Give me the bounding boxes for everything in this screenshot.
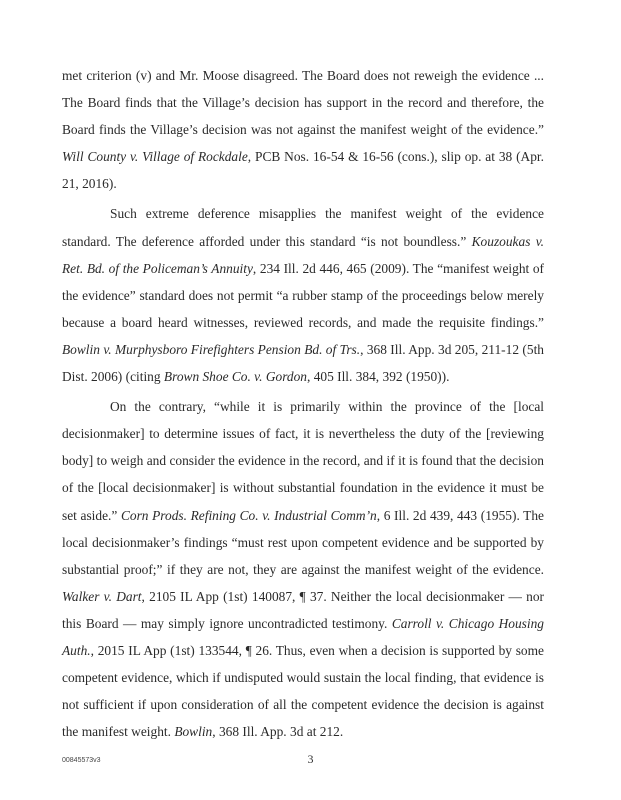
paragraph-1 bbox=[62, 62, 544, 197]
text-run: , 2015 IL App (1st) 133544, ¶ 26. Thus, even when a decision is supported by some competent evidence, which if undisputed would sustain the local finding, that evidence is not sufficient if upon consideration of all the competent evidence the decision is against the manifest weight. bbox=[62, 642, 544, 740]
case-citation: Walker v. Dart bbox=[62, 588, 142, 604]
paragraph-2 bbox=[62, 200, 544, 390]
text-run: , PCB Nos. 16-54 & 16-56 (cons.), slip op. at 38 (Apr. 21, 2016). bbox=[62, 149, 544, 192]
footer-document-id: 00845573v3 bbox=[62, 757, 101, 764]
text-run: , 368 Ill. App. 3d 205, 211-12 (5th Dist. 2006) (citing bbox=[62, 341, 544, 385]
paragraph-3 bbox=[62, 393, 544, 745]
text-run: , 234 Ill. 2d 446, 465 (2009). The “manifest weight of the evidence” standard does not permit “a rubber stamp of the proceedings below merely because a board heard witnesses, reviewed records, and made the requisite findings.” bbox=[62, 260, 545, 330]
case-citation: Carroll v. Chicago Housing Auth. bbox=[62, 615, 544, 658]
text-run: On the contrary, “while it is primarily within the province of the [local decisionmaker] to determine issues of fact, it is nevertheless the duty of the [reviewing body] to weigh and consider the evidence in the record, and if it is found that the decision of the [local decisionmaker] is without substantial foundation in the evidence it must be set aside.” bbox=[62, 399, 544, 523]
text-run: , 6 Ill. 2d 439, 443 (1955). The local decisionmaker’s findings “must rest upon competent evidence and be supported by substantial proof;” if they are not, they are against the manifest weight of the evidence. bbox=[62, 507, 544, 577]
case-citation: Will County v. Village of Rockdale bbox=[62, 149, 248, 165]
text-run: met criterion (v) and Mr. Moose disagreed. The Board does not reweigh the evidence ... The Board finds that the Village’s decision has support in the record and therefore, the Board finds the Village’s decision was not against the manifest weight of the evidence.” bbox=[62, 68, 544, 138]
text-run: , 368 Ill. App. 3d at 212. bbox=[212, 724, 344, 740]
text-run: , 405 Ill. 384, 392 (1950)). bbox=[307, 369, 450, 385]
body-text bbox=[62, 62, 544, 748]
case-citation: Brown Shoe Co. v. Gordon bbox=[163, 369, 307, 385]
text-run: , 2105 IL App (1st) 140087, ¶ 37. Neither the local decisionmaker — nor this Board — may simply ignore uncontradicted testimony. bbox=[62, 588, 545, 631]
case-citation: Bowlin v. Murphysboro Firefighters Pension Bd. of Trs. bbox=[62, 341, 361, 357]
case-citation: Corn Prods. Refining Co. v. Industrial Comm’n bbox=[120, 507, 377, 523]
case-citation: Kouzoukas v. Ret. Bd. of the Policeman’s Annuity bbox=[62, 233, 545, 276]
case-citation: Bowlin bbox=[174, 724, 213, 740]
text-run: Such extreme deference misapplies the manifest weight of the evidence standard. The deference afforded under this standard “is not boundless.” bbox=[62, 206, 544, 249]
page-number: 3 bbox=[307, 752, 314, 766]
